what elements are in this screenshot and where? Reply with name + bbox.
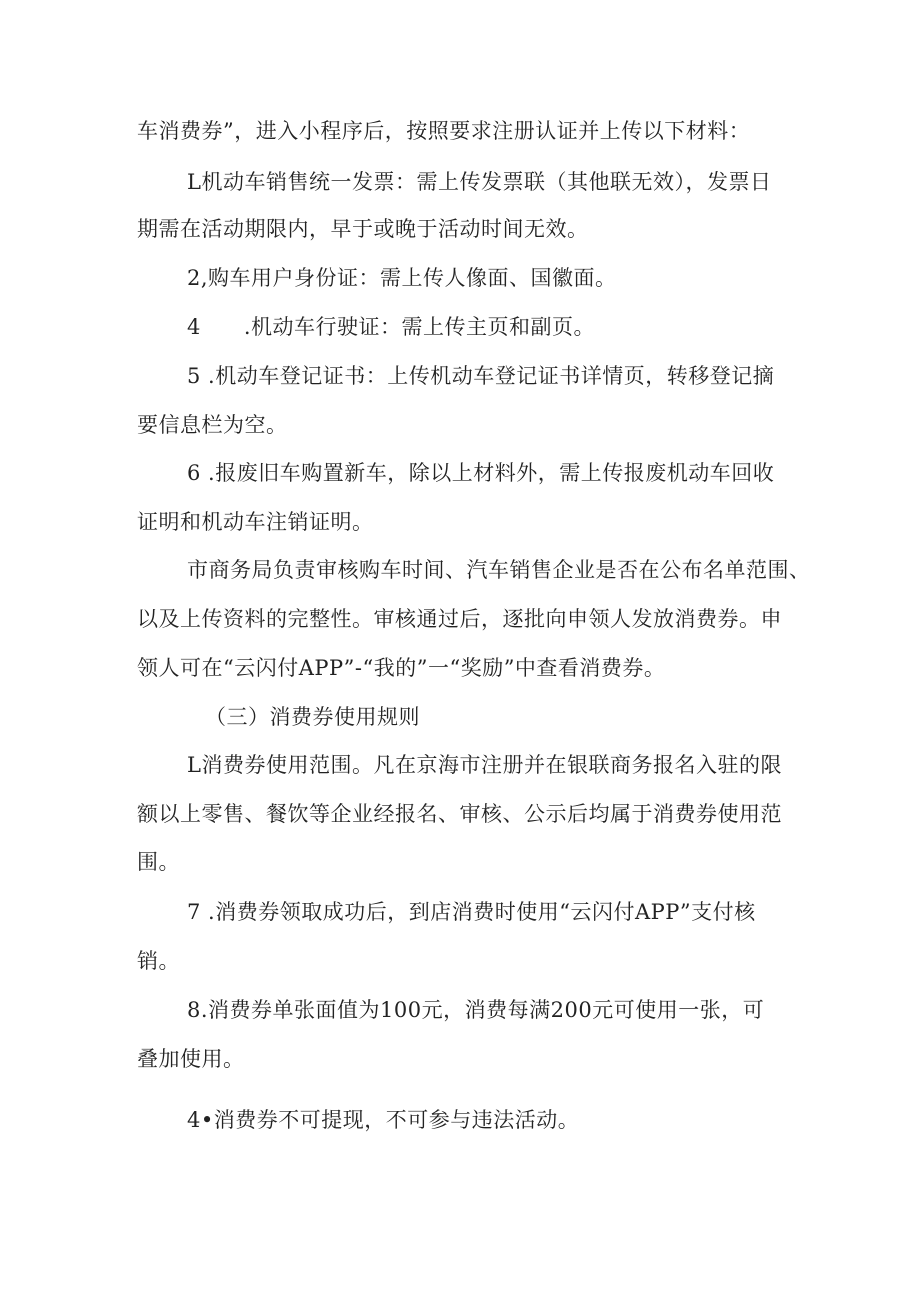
text-line: L机动车销售统一发票：需上传发票联（其他联无效），发票日 xyxy=(187,170,772,194)
text-line: 4 .机动车行驶证：需上传主页和副页。 xyxy=(187,315,596,339)
text-line: 证明和机动车注销证明。 xyxy=(137,510,374,534)
text-line: 市商务局负责审核购车时间、汽车销售企业是否在公布名单范围、 xyxy=(187,558,811,582)
text-line: 6 .报废旧车购置新车，除以上材料外，需上传报废机动车回收 xyxy=(187,461,775,485)
text-line: 要信息栏为空。 xyxy=(137,413,288,437)
text-line: 车消费券”，进入小程序后，按照要求注册认证并上传以下材料： xyxy=(137,119,751,143)
text-line: 额以上零售、餐饮等企业经报名、审核、公示后均属于消费券使用范 xyxy=(137,802,782,826)
section-heading: （三）消费券使用规则 xyxy=(205,705,420,729)
text-line: 5 .机动车登记证书：上传机动车登记证书详情页，转移登记摘 xyxy=(187,364,775,388)
text-line: 2,购车用户身份证：需上传人像面、国徽面。 xyxy=(187,266,617,290)
text-line: 期需在活动期限内，早于或晚于活动时间无效。 xyxy=(137,217,589,241)
text-line: L消费券使用范围。凡在京海市注册并在银联商务报名入驻的限 xyxy=(187,753,782,777)
text-line: 领人可在“云闪付APP”-“我的”一“奖励”中查看消费券。 xyxy=(137,656,666,680)
text-line: 销。 xyxy=(137,949,180,973)
text-line: 叠加使用。 xyxy=(137,1047,245,1071)
text-line: 围。 xyxy=(137,850,180,874)
text-line: 4•消费券不可提现，不可参与违法活动。 xyxy=(187,1108,580,1132)
text-line: 7 .消费券领取成功后，到店消费时使用“云闪付APP”支付核 xyxy=(187,900,756,924)
text-line: 以及上传资料的完整性。审核通过后，逐批向申领人发放消费券。申 xyxy=(137,607,782,631)
text-line: 8.消费券单张面值为100元，消费每满200元可使用一张，可 xyxy=(187,998,765,1022)
